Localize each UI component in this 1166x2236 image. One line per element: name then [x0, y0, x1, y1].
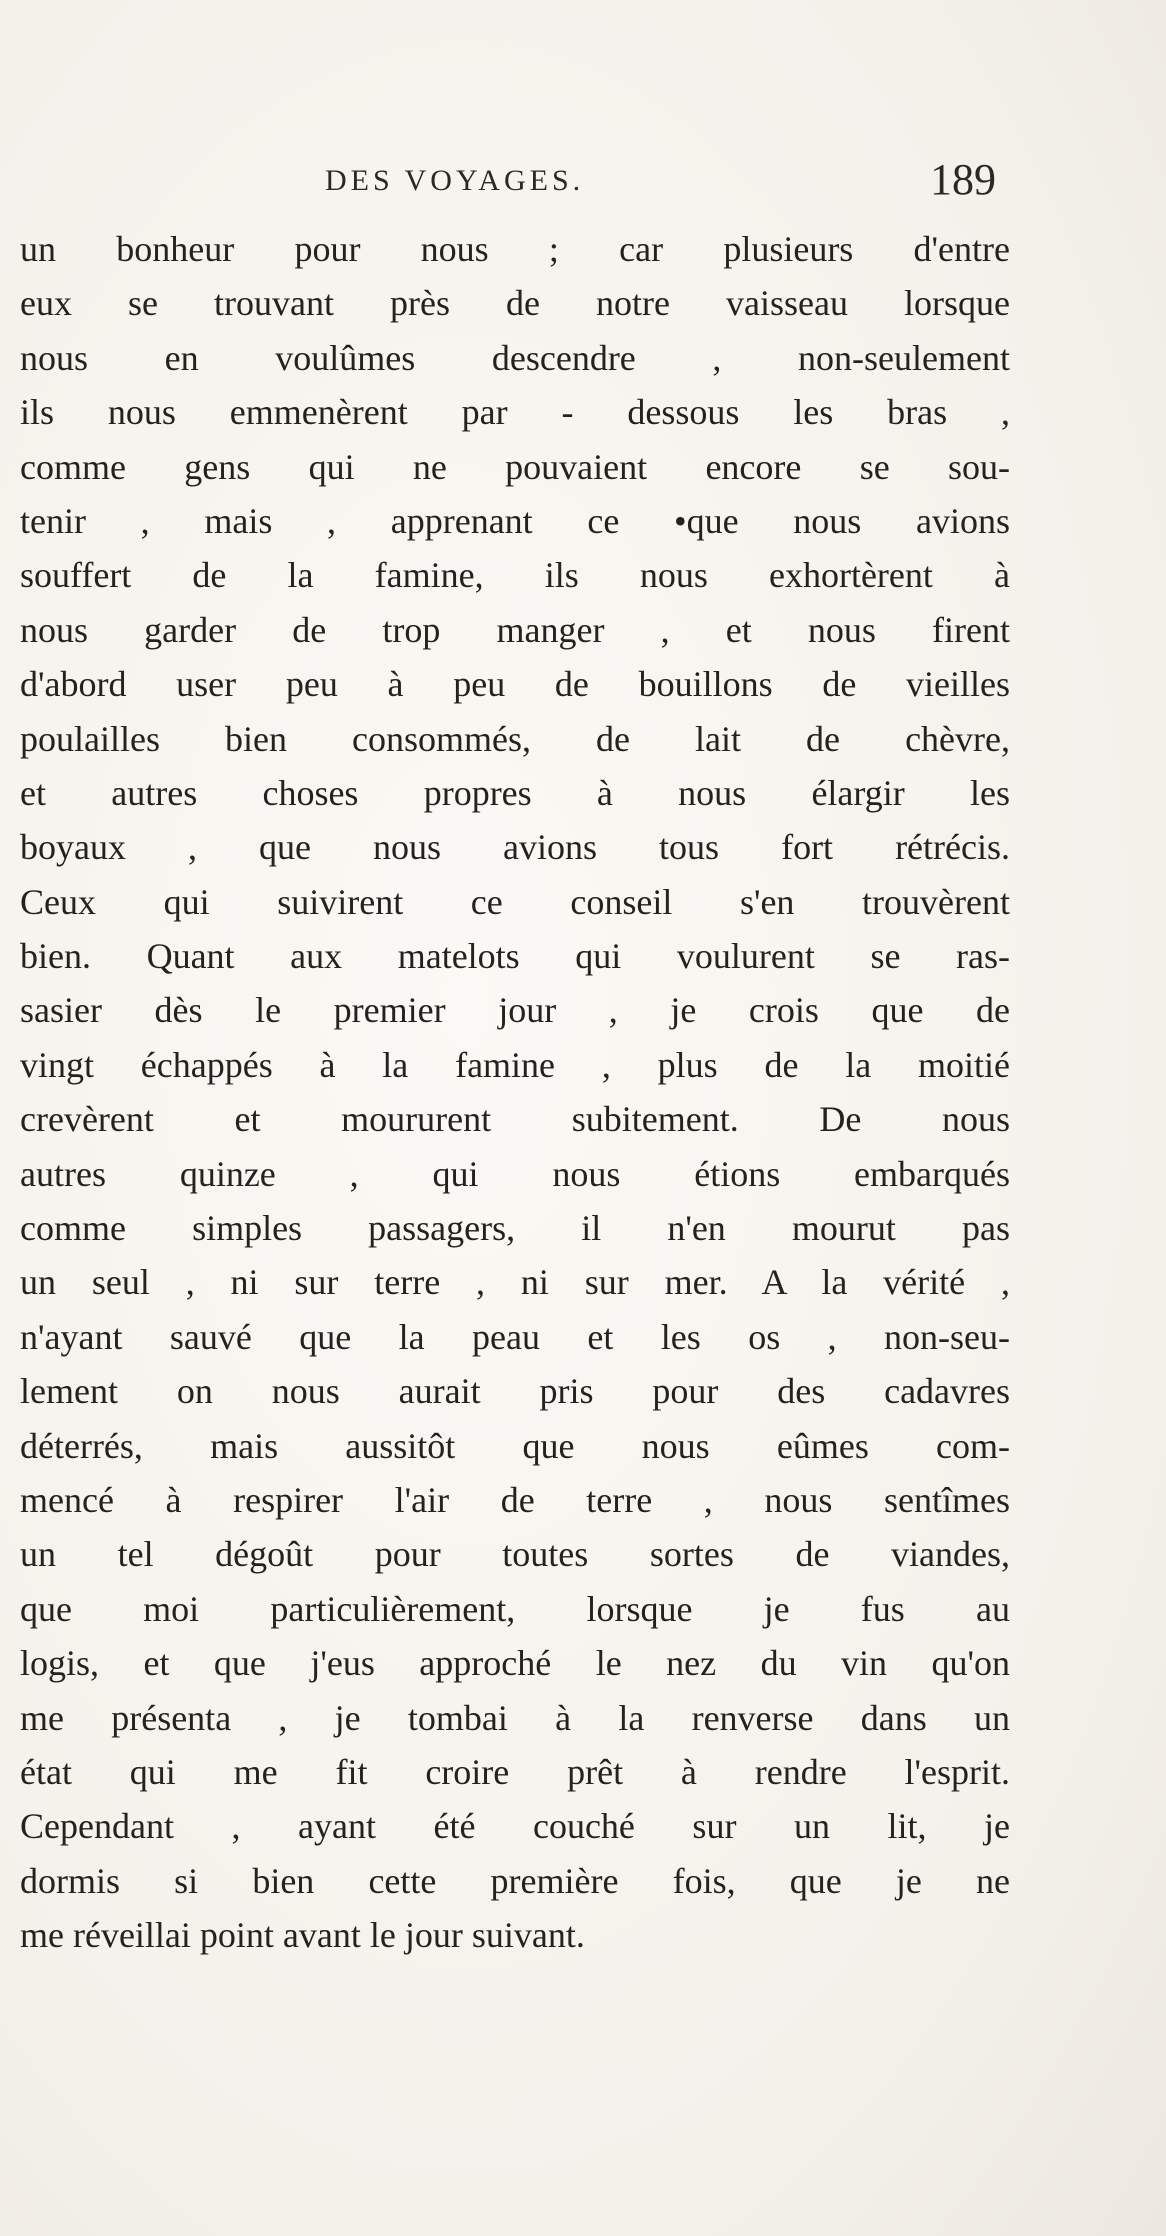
text-line: souffert de la famine, ils nous exhortèrent à — [20, 555, 1010, 596]
running-title: DES VOYAGES. — [325, 164, 585, 197]
text-line: nous en voulûmes descendre , non-seulement — [20, 337, 1010, 378]
text-line: bien. Quant aux matelots qui voulurent se ras- — [20, 936, 1010, 977]
text-line: eux se trouvant près de notre vaisseau lorsque — [20, 283, 1010, 324]
page-header — [0, 155, 1166, 218]
text-line: Ceux qui suivirent ce conseil s'en trouvèrent — [20, 881, 1010, 922]
text-line: un seul , ni sur terre , ni sur mer. A la vérité , — [20, 1262, 1010, 1303]
text-line: comme gens qui ne pouvaient encore se sou- — [20, 446, 1010, 487]
text-line: un bonheur pour nous ; car plusieurs d'entre — [20, 229, 1010, 269]
text-line: me présenta , je tombai à la renverse dans un — [20, 1697, 1010, 1738]
text-line: un tel dégoût pour toutes sortes de viandes, — [20, 1534, 1010, 1575]
text-line: et autres choses propres à nous élargir les — [20, 772, 1010, 813]
page-number: 189 — [930, 155, 996, 204]
text-line: mencé à respirer l'air de terre , nous sentîmes — [20, 1479, 1010, 1520]
text-line: dormis si bien cette première fois, que je ne — [20, 1860, 1010, 1901]
text-line: boyaux , que nous avions tous fort rétrécis. — [20, 827, 1010, 868]
body-text — [20, 222, 1010, 1963]
text-line: que moi particulièrement, lorsque je fus au — [20, 1588, 1010, 1629]
text-line: me réveillai point avant le jour suivant. — [20, 1915, 585, 1956]
text-line: n'ayant sauvé que la peau et les os , non-seu- — [20, 1316, 1010, 1357]
text-line: crevèrent et moururent subitement. De nous — [20, 1099, 1010, 1140]
text-line: d'abord user peu à peu de bouillons de vieilles — [20, 664, 1010, 705]
text-line: sasier dès le premier jour , je crois que de — [20, 990, 1010, 1031]
text-line: comme simples passagers, il n'en mourut pas — [20, 1208, 1010, 1249]
text-line: autres quinze , qui nous étions embarqués — [20, 1153, 1010, 1194]
text-line: vingt échappés à la famine , plus de la moitié — [20, 1044, 1010, 1085]
text-line: lement on nous aurait pris pour des cadavres — [20, 1371, 1010, 1412]
text-line: déterrés, mais aussitôt que nous eûmes com- — [20, 1425, 1010, 1466]
text-line: tenir , mais , apprenant ce •que nous avions — [20, 500, 1010, 541]
text-line: ils nous emmenèrent par - dessous les bras , — [20, 392, 1010, 433]
text-line: nous garder de trop manger , et nous firent — [20, 609, 1010, 650]
text-line: Cependant , ayant été couché sur un lit, je — [20, 1806, 1010, 1847]
text-line: poulailles bien consommés, de lait de chèvre, — [20, 718, 1010, 759]
text-line: état qui me fit croire prêt à rendre l'esprit. — [20, 1751, 1010, 1792]
text-line: logis, et que j'eus approché le nez du vin qu'on — [20, 1643, 1010, 1684]
